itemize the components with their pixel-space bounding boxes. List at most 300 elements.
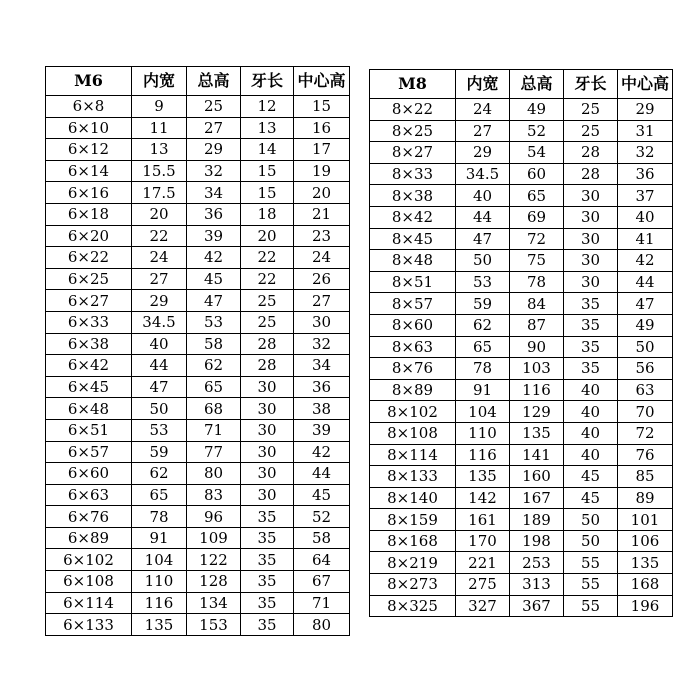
center-height-cell: 36	[618, 163, 673, 185]
inner-width-cell: 135	[456, 466, 510, 488]
thread-length-cell: 35	[241, 549, 294, 571]
inner-width-cell: 161	[456, 509, 510, 531]
inner-width-cell: 34.5	[132, 311, 187, 333]
total-height-cell: 58	[187, 333, 241, 355]
thread-length-cell: 35	[564, 314, 618, 336]
size-cell: 8×22	[370, 99, 456, 121]
thread-length-cell: 25	[564, 120, 618, 142]
size-cell: 8×57	[370, 293, 456, 315]
total-height-cell: 25	[187, 96, 241, 118]
inner-width-cell: 50	[132, 398, 187, 420]
table-row	[46, 268, 350, 290]
center-height-cell: 76	[618, 444, 673, 466]
thread-length-cell: 55	[564, 595, 618, 617]
total-height-cell: 135	[510, 422, 564, 444]
total-height-cell: 71	[187, 419, 241, 441]
total-height-cell: 54	[510, 142, 564, 164]
total-height-cell: 78	[510, 271, 564, 293]
thread-length-cell: 30	[564, 250, 618, 272]
size-cell: 8×38	[370, 185, 456, 207]
table-row	[370, 422, 673, 444]
table-row	[370, 185, 673, 207]
size-cell: 8×325	[370, 595, 456, 617]
inner-width-cell: 29	[456, 142, 510, 164]
inner-width-cell: 13	[132, 139, 187, 161]
column-header: 总高	[510, 70, 564, 99]
center-height-cell: 16	[294, 117, 350, 139]
table-row	[370, 206, 673, 228]
thread-length-cell: 40	[564, 444, 618, 466]
total-height-cell: 122	[187, 549, 241, 571]
table-row	[46, 463, 350, 485]
table-row	[46, 484, 350, 506]
table-row	[370, 358, 673, 380]
size-cell: 6×51	[46, 419, 132, 441]
center-height-cell: 63	[618, 379, 673, 401]
inner-width-cell: 170	[456, 530, 510, 552]
thread-length-cell: 35	[241, 506, 294, 528]
thread-length-cell: 30	[564, 185, 618, 207]
center-height-cell: 67	[294, 571, 350, 593]
table-row	[370, 271, 673, 293]
table-row	[46, 160, 350, 182]
total-height-cell: 65	[187, 376, 241, 398]
center-height-cell: 44	[294, 463, 350, 485]
center-height-cell: 44	[618, 271, 673, 293]
inner-width-cell: 110	[132, 571, 187, 593]
inner-width-cell: 91	[132, 527, 187, 549]
size-cell: 6×102	[46, 549, 132, 571]
table-row	[370, 314, 673, 336]
inner-width-cell: 22	[132, 225, 187, 247]
center-height-cell: 36	[294, 376, 350, 398]
center-height-cell: 168	[618, 574, 673, 596]
thread-length-cell: 30	[564, 228, 618, 250]
center-height-cell: 42	[618, 250, 673, 272]
inner-width-cell: 221	[456, 552, 510, 574]
size-cell: 6×89	[46, 527, 132, 549]
total-height-cell: 109	[187, 527, 241, 549]
total-height-cell: 42	[187, 247, 241, 269]
total-height-cell: 39	[187, 225, 241, 247]
size-cell: 6×45	[46, 376, 132, 398]
table-row	[370, 336, 673, 358]
inner-width-cell: 104	[132, 549, 187, 571]
column-header: 内宽	[132, 67, 187, 96]
total-height-cell: 65	[510, 185, 564, 207]
inner-width-cell: 47	[132, 376, 187, 398]
inner-width-cell: 91	[456, 379, 510, 401]
thread-length-cell: 35	[241, 592, 294, 614]
table-row	[370, 250, 673, 272]
size-cell: 6×57	[46, 441, 132, 463]
table-row	[370, 293, 673, 315]
table-row	[370, 487, 673, 509]
inner-width-cell: 29	[132, 290, 187, 312]
total-height-cell: 198	[510, 530, 564, 552]
thread-length-cell: 30	[241, 484, 294, 506]
inner-width-cell: 327	[456, 595, 510, 617]
inner-width-cell: 27	[132, 268, 187, 290]
total-height-cell: 62	[187, 355, 241, 377]
thread-length-cell: 35	[564, 293, 618, 315]
thread-length-cell: 30	[241, 441, 294, 463]
inner-width-cell: 53	[456, 271, 510, 293]
center-height-cell: 41	[618, 228, 673, 250]
thread-length-cell: 30	[241, 463, 294, 485]
center-height-cell: 20	[294, 182, 350, 204]
table-row	[46, 506, 350, 528]
total-height-cell: 34	[187, 182, 241, 204]
size-cell: 8×76	[370, 358, 456, 380]
total-height-cell: 49	[510, 99, 564, 121]
table-row	[370, 552, 673, 574]
center-height-cell: 135	[618, 552, 673, 574]
inner-width-cell: 50	[456, 250, 510, 272]
total-height-cell: 29	[187, 139, 241, 161]
center-height-cell: 37	[618, 185, 673, 207]
inner-width-cell: 24	[132, 247, 187, 269]
size-cell: 8×140	[370, 487, 456, 509]
center-height-cell: 30	[294, 311, 350, 333]
size-cell: 6×63	[46, 484, 132, 506]
inner-width-cell: 24	[456, 99, 510, 121]
header-row	[370, 70, 673, 99]
total-height-cell: 47	[187, 290, 241, 312]
center-height-cell: 19	[294, 160, 350, 182]
total-height-cell: 80	[187, 463, 241, 485]
table-row	[370, 142, 673, 164]
center-height-cell: 85	[618, 466, 673, 488]
table-row	[370, 595, 673, 617]
table-row	[370, 466, 673, 488]
table-row	[370, 530, 673, 552]
inner-width-cell: 59	[132, 441, 187, 463]
table-row	[370, 379, 673, 401]
total-height-cell: 167	[510, 487, 564, 509]
size-cell: 8×63	[370, 336, 456, 358]
size-cell: 6×25	[46, 268, 132, 290]
inner-width-cell: 40	[132, 333, 187, 355]
table-row	[46, 592, 350, 614]
size-cell: 8×60	[370, 314, 456, 336]
table-row	[46, 182, 350, 204]
thread-length-cell: 35	[564, 336, 618, 358]
size-cell: 8×33	[370, 163, 456, 185]
total-height-cell: 103	[510, 358, 564, 380]
m8-spec-table	[369, 69, 673, 617]
total-height-cell: 116	[510, 379, 564, 401]
table-row	[46, 203, 350, 225]
thread-length-cell: 22	[241, 247, 294, 269]
table-row	[370, 163, 673, 185]
inner-width-cell: 65	[456, 336, 510, 358]
thread-length-cell: 30	[241, 398, 294, 420]
size-cell: 6×18	[46, 203, 132, 225]
inner-width-cell: 104	[456, 401, 510, 423]
inner-width-cell: 44	[456, 206, 510, 228]
center-height-cell: 71	[294, 592, 350, 614]
total-height-cell: 77	[187, 441, 241, 463]
size-cell: 8×108	[370, 422, 456, 444]
total-height-cell: 153	[187, 614, 241, 636]
table-row	[46, 96, 350, 118]
m6-spec-table	[45, 66, 350, 636]
total-height-cell: 32	[187, 160, 241, 182]
table-row	[46, 441, 350, 463]
size-cell: 8×89	[370, 379, 456, 401]
inner-width-cell: 78	[132, 506, 187, 528]
size-cell: 6×33	[46, 311, 132, 333]
table-row	[46, 527, 350, 549]
table-row	[370, 228, 673, 250]
total-height-cell: 367	[510, 595, 564, 617]
center-height-cell: 38	[294, 398, 350, 420]
size-cell: 6×133	[46, 614, 132, 636]
thread-length-cell: 35	[241, 527, 294, 549]
size-cell: 8×273	[370, 574, 456, 596]
total-height-cell: 90	[510, 336, 564, 358]
total-height-cell: 69	[510, 206, 564, 228]
total-height-cell: 75	[510, 250, 564, 272]
inner-width-cell: 116	[456, 444, 510, 466]
center-height-cell: 45	[294, 484, 350, 506]
inner-width-cell: 62	[456, 314, 510, 336]
total-height-cell: 84	[510, 293, 564, 315]
center-height-cell: 27	[294, 290, 350, 312]
thread-length-cell: 30	[564, 206, 618, 228]
table-row	[46, 398, 350, 420]
thread-length-cell: 35	[241, 614, 294, 636]
size-cell: 6×22	[46, 247, 132, 269]
inner-width-cell: 59	[456, 293, 510, 315]
size-cell: 8×168	[370, 530, 456, 552]
inner-width-cell: 116	[132, 592, 187, 614]
thread-length-cell: 18	[241, 203, 294, 225]
center-height-cell: 34	[294, 355, 350, 377]
inner-width-cell: 44	[132, 355, 187, 377]
inner-width-cell: 20	[132, 203, 187, 225]
table-row	[46, 549, 350, 571]
table-row	[46, 571, 350, 593]
size-cell: 8×102	[370, 401, 456, 423]
center-height-cell: 196	[618, 595, 673, 617]
size-cell: 6×10	[46, 117, 132, 139]
table-row	[46, 355, 350, 377]
table-row	[46, 247, 350, 269]
size-cell: 6×60	[46, 463, 132, 485]
column-header: 内宽	[456, 70, 510, 99]
table-row	[46, 614, 350, 636]
thread-length-cell: 25	[241, 311, 294, 333]
size-cell: 6×8	[46, 96, 132, 118]
inner-width-cell: 34.5	[456, 163, 510, 185]
thread-length-cell: 13	[241, 117, 294, 139]
thread-length-cell: 28	[564, 163, 618, 185]
thread-length-cell: 55	[564, 574, 618, 596]
center-height-cell: 52	[294, 506, 350, 528]
total-height-cell: 253	[510, 552, 564, 574]
inner-width-cell: 65	[132, 484, 187, 506]
thread-length-cell: 50	[564, 530, 618, 552]
center-height-cell: 40	[618, 206, 673, 228]
total-height-cell: 128	[187, 571, 241, 593]
inner-width-cell: 78	[456, 358, 510, 380]
inner-width-cell: 53	[132, 419, 187, 441]
thread-length-cell: 14	[241, 139, 294, 161]
thread-length-cell: 28	[241, 355, 294, 377]
total-height-cell: 53	[187, 311, 241, 333]
center-height-cell: 21	[294, 203, 350, 225]
column-header: 总高	[187, 67, 241, 96]
table-row	[370, 120, 673, 142]
size-cell: 8×51	[370, 271, 456, 293]
size-cell: 6×12	[46, 139, 132, 161]
center-height-cell: 50	[618, 336, 673, 358]
center-height-cell: 23	[294, 225, 350, 247]
size-cell: 6×76	[46, 506, 132, 528]
total-height-cell: 134	[187, 592, 241, 614]
center-height-cell: 32	[294, 333, 350, 355]
table-row	[370, 99, 673, 121]
center-height-cell: 58	[294, 527, 350, 549]
total-height-cell: 45	[187, 268, 241, 290]
thread-length-cell: 15	[241, 182, 294, 204]
inner-width-cell: 40	[456, 185, 510, 207]
inner-width-cell: 11	[132, 117, 187, 139]
size-cell: 8×219	[370, 552, 456, 574]
inner-width-cell: 142	[456, 487, 510, 509]
thread-length-cell: 55	[564, 552, 618, 574]
inner-width-cell: 110	[456, 422, 510, 444]
size-cell: 6×16	[46, 182, 132, 204]
total-height-cell: 36	[187, 203, 241, 225]
total-height-cell: 189	[510, 509, 564, 531]
center-height-cell: 42	[294, 441, 350, 463]
header-row	[46, 67, 350, 96]
center-height-cell: 49	[618, 314, 673, 336]
thread-length-cell: 45	[564, 487, 618, 509]
size-cell: 8×159	[370, 509, 456, 531]
total-height-cell: 96	[187, 506, 241, 528]
center-height-cell: 39	[294, 419, 350, 441]
center-height-cell: 64	[294, 549, 350, 571]
total-height-cell: 72	[510, 228, 564, 250]
table-row	[46, 311, 350, 333]
table-row	[46, 419, 350, 441]
size-cell: 6×114	[46, 592, 132, 614]
column-header: 中心高	[294, 67, 350, 96]
size-cell: 6×108	[46, 571, 132, 593]
column-header: 牙长	[241, 67, 294, 96]
inner-width-cell: 15.5	[132, 160, 187, 182]
size-cell: 8×45	[370, 228, 456, 250]
column-header: 牙长	[564, 70, 618, 99]
table-row	[46, 117, 350, 139]
center-height-cell: 26	[294, 268, 350, 290]
total-height-cell: 141	[510, 444, 564, 466]
table-row	[46, 333, 350, 355]
column-header: M8	[370, 70, 456, 99]
total-height-cell: 313	[510, 574, 564, 596]
column-header: M6	[46, 67, 132, 96]
total-height-cell: 52	[510, 120, 564, 142]
total-height-cell: 60	[510, 163, 564, 185]
size-cell: 6×14	[46, 160, 132, 182]
center-height-cell: 32	[618, 142, 673, 164]
center-height-cell: 47	[618, 293, 673, 315]
inner-width-cell: 27	[456, 120, 510, 142]
inner-width-cell: 275	[456, 574, 510, 596]
size-cell: 6×20	[46, 225, 132, 247]
size-cell: 8×42	[370, 206, 456, 228]
total-height-cell: 68	[187, 398, 241, 420]
center-height-cell: 89	[618, 487, 673, 509]
thread-length-cell: 30	[241, 419, 294, 441]
inner-width-cell: 9	[132, 96, 187, 118]
thread-length-cell: 45	[564, 466, 618, 488]
size-cell: 6×27	[46, 290, 132, 312]
table-row	[370, 509, 673, 531]
inner-width-cell: 62	[132, 463, 187, 485]
size-cell: 6×48	[46, 398, 132, 420]
center-height-cell: 80	[294, 614, 350, 636]
thread-length-cell: 35	[564, 358, 618, 380]
size-cell: 6×38	[46, 333, 132, 355]
center-height-cell: 17	[294, 139, 350, 161]
center-height-cell: 101	[618, 509, 673, 531]
thread-length-cell: 25	[564, 99, 618, 121]
size-cell: 6×42	[46, 355, 132, 377]
table-row	[46, 225, 350, 247]
total-height-cell: 83	[187, 484, 241, 506]
size-cell: 8×114	[370, 444, 456, 466]
total-height-cell: 129	[510, 401, 564, 423]
table-row	[46, 139, 350, 161]
table-row	[370, 401, 673, 423]
thread-length-cell: 35	[241, 571, 294, 593]
total-height-cell: 160	[510, 466, 564, 488]
thread-length-cell: 40	[564, 401, 618, 423]
thread-length-cell: 28	[241, 333, 294, 355]
center-height-cell: 24	[294, 247, 350, 269]
total-height-cell: 27	[187, 117, 241, 139]
inner-width-cell: 17.5	[132, 182, 187, 204]
thread-length-cell: 30	[241, 376, 294, 398]
center-height-cell: 31	[618, 120, 673, 142]
thread-length-cell: 22	[241, 268, 294, 290]
table-row	[370, 574, 673, 596]
thread-length-cell: 40	[564, 379, 618, 401]
size-cell: 8×25	[370, 120, 456, 142]
table-row	[370, 444, 673, 466]
column-header: 中心高	[618, 70, 673, 99]
center-height-cell: 56	[618, 358, 673, 380]
inner-width-cell: 47	[456, 228, 510, 250]
thread-length-cell: 20	[241, 225, 294, 247]
thread-length-cell: 50	[564, 509, 618, 531]
center-height-cell: 15	[294, 96, 350, 118]
center-height-cell: 72	[618, 422, 673, 444]
center-height-cell: 70	[618, 401, 673, 423]
table-row	[46, 290, 350, 312]
thread-length-cell: 40	[564, 422, 618, 444]
center-height-cell: 29	[618, 99, 673, 121]
size-cell: 8×133	[370, 466, 456, 488]
thread-length-cell: 25	[241, 290, 294, 312]
total-height-cell: 87	[510, 314, 564, 336]
thread-length-cell: 28	[564, 142, 618, 164]
